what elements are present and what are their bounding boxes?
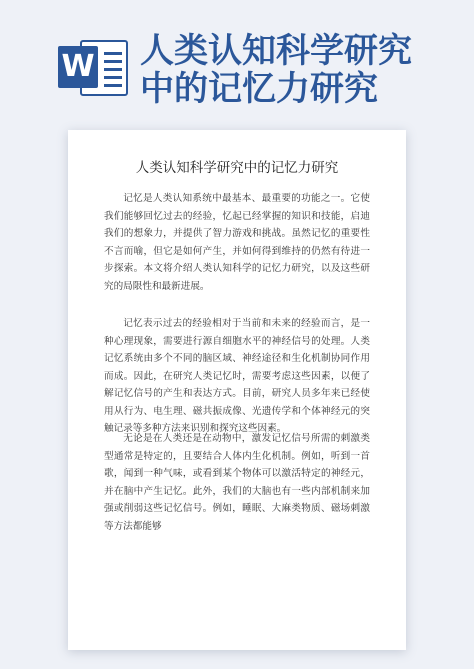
- page-fade: [68, 620, 406, 650]
- word-icon: [58, 36, 130, 98]
- document-title: 人类认知科学研究中的记忆力研究: [135, 160, 339, 176]
- paragraph-1: 记忆是人类认知系统中最基本、最重要的功能之一。它使我们能够回忆过去的经验，忆起已经掌握的知识和技能，启迪我们的想象力，并提供了智力游戏和挑战。虽然记忆的重要性不言而喻，但它是如何产生，并如何得到维持的仍然有待进一步探索。本文将介绍人类认知科学的记忆力研究，以及这些研究的局限性和最新进展。: [104, 193, 370, 292]
- paragraph-2: 记忆表示过去的经验相对于当前和未来的经验而言，是一种心理现象，需要进行源自细胞水平的神经信号的处理。人类记忆系统由多个不同的脑区域、神经途径和生化机制协同作用而成。因此，在研究人类记忆时，需要考虑这些因素，以便了解记忆信号的产生和表达方式。目前，研究人员多年来已经使用从行为、电生理、磁共振成像、光遗传学和个体神经元的突触记录等多种方法来识别和探究这些因素。: [104, 318, 370, 434]
- paragraph-3: 无论是在人类还是在动物中，激发记忆信号所需的刺激类型通常是特定的，且要结合人体内生化机制。例如，听到一首歌，闻到一种气味，或看到某个物体可以激活特定的神经元，并在脑中产生记忆。此外，我们的大脑也有一些内部机制来加强或削弱这些记忆信号。例如，睡眠、大麻类物质、磁场刺激等方法都能够: [104, 433, 370, 532]
- header-banner: [0, 0, 474, 110]
- banner-title-line2: 中的记忆力研究: [140, 69, 378, 109]
- document-page: [68, 130, 406, 650]
- banner-title-line1: 人类认知科学研究: [140, 31, 412, 71]
- word-badge: W: [58, 46, 98, 88]
